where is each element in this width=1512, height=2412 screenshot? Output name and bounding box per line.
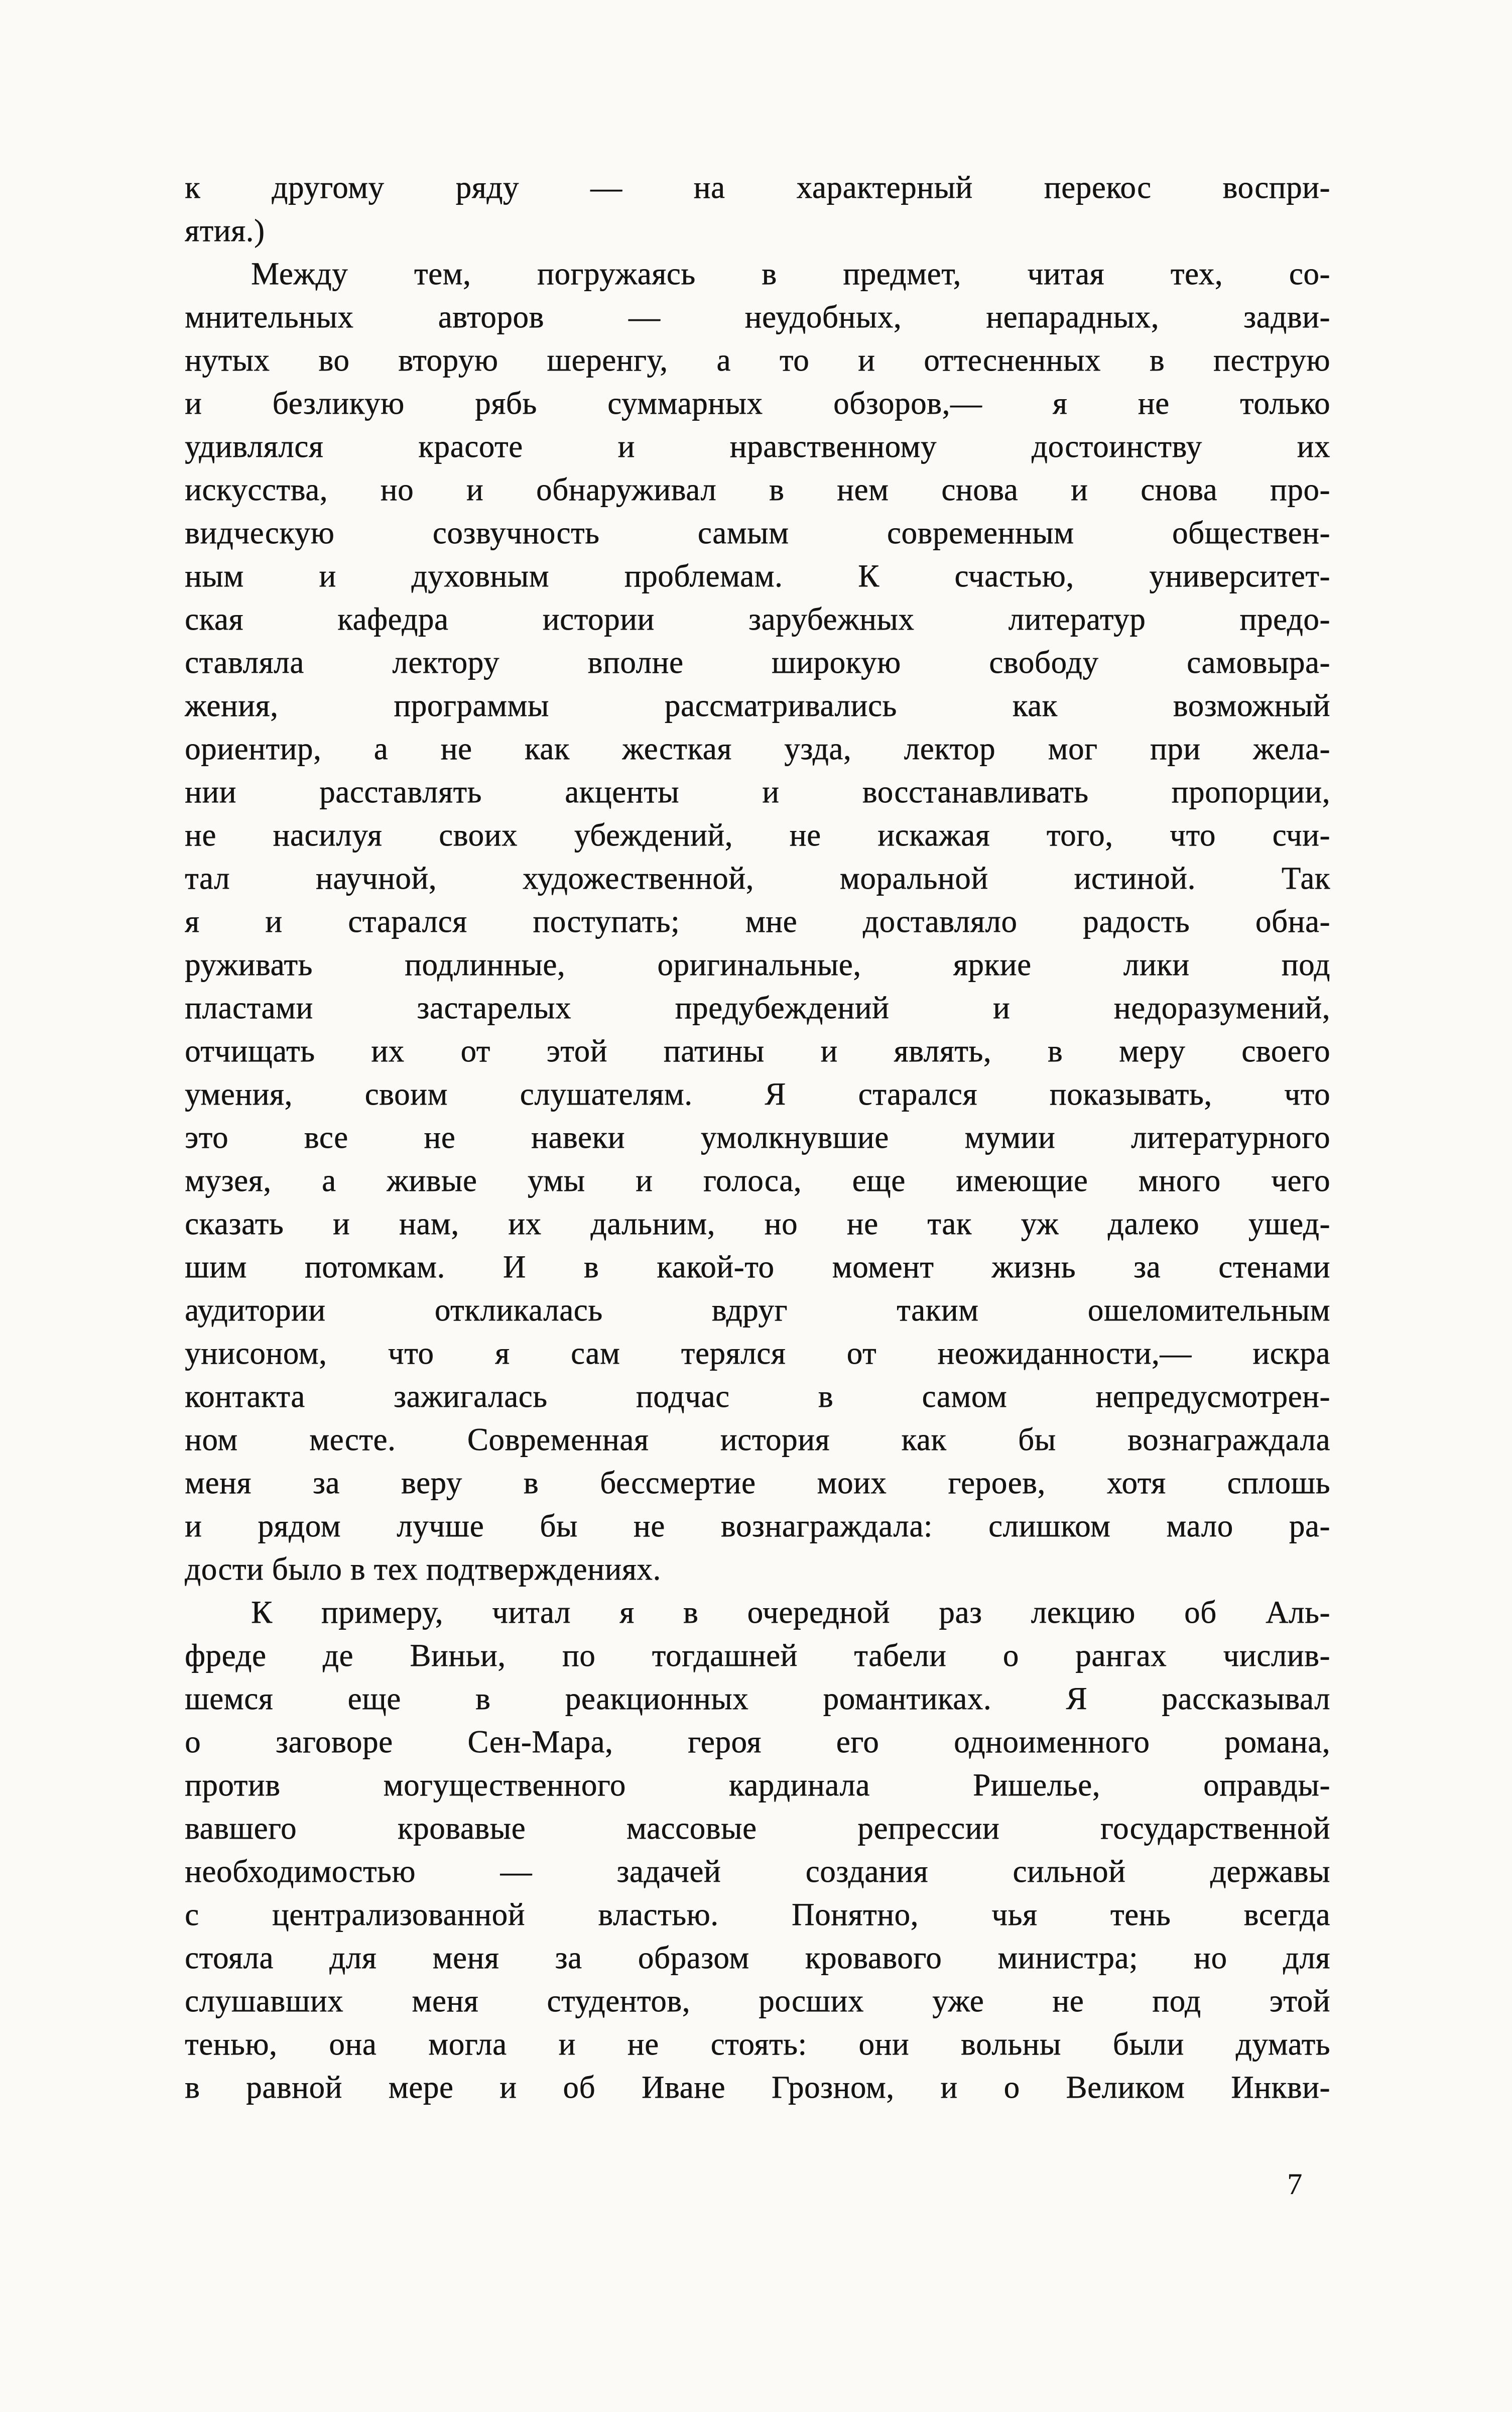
text-line: видческую созвучность самым современным обществен- bbox=[185, 515, 1330, 550]
text-line: ская кафедра истории зарубежных литератур предо- bbox=[185, 601, 1330, 637]
text-line: тал научной, художественной, моральной истиной. Так bbox=[185, 861, 1330, 896]
text-line: ном месте. Современная история как бы вознаграждала bbox=[185, 1422, 1330, 1457]
text-line: музея, а живые умы и голоса, еще имеющие много чего bbox=[185, 1163, 1330, 1198]
paragraph bbox=[185, 1591, 1330, 2109]
text-line: ятия.) bbox=[185, 213, 265, 248]
text-line: и безликую рябь суммарных обзоров,— я не только bbox=[185, 386, 1330, 421]
text-line: в равной мере и об Иване Грозном, и о Великом Инкви- bbox=[185, 2070, 1330, 2105]
text-line: унисоном, что я сам терялся от неожиданности,— искра bbox=[185, 1336, 1330, 1371]
text-line: искусства, но и обнаруживал в нем снова и снова про- bbox=[185, 472, 1330, 507]
text-line: необходимостью — задачей создания сильной державы bbox=[185, 1854, 1330, 1889]
text-line: меня за веру в бессмертие моих героев, хотя сплошь bbox=[185, 1465, 1330, 1500]
text-line: фреде де Виньи, по тогдашней табели о рангах числив- bbox=[185, 1638, 1330, 1673]
text-line: и рядом лучше бы не вознаграждала: слишком мало ра- bbox=[185, 1508, 1330, 1543]
text-line: контакта зажигалась подчас в самом непредусмотрен- bbox=[185, 1379, 1330, 1414]
text-block bbox=[185, 166, 1330, 2109]
text-line: умения, своим слушателям. Я старался показывать, что bbox=[185, 1076, 1330, 1112]
text-line: мнительных авторов — неудобных, непарадных, задви- bbox=[185, 299, 1330, 334]
text-line: нии расставлять акценты и восстанавливать пропорции, bbox=[185, 774, 1330, 809]
text-line: К примеру, читал я в очередной раз лекцию об Аль- bbox=[251, 1595, 1330, 1630]
paragraph bbox=[185, 252, 1330, 1591]
text-line: стояла для меня за образом кровавого министра; но для bbox=[185, 1940, 1330, 1975]
text-line: аудитории откликалась вдруг таким ошеломительным bbox=[185, 1292, 1330, 1328]
text-line: о заговоре Сен-Мара, героя его одноименного романа, bbox=[185, 1724, 1330, 1759]
text-line: ным и духовным проблемам. К счастью, университет- bbox=[185, 558, 1330, 593]
text-line: пластами застарелых предубеждений и недоразумений, bbox=[185, 990, 1330, 1025]
text-line: тенью, она могла и не стоять: они вольны были думать bbox=[185, 2026, 1330, 2062]
text-line: ориентир, а не как жесткая узда, лектор мог при жела- bbox=[185, 731, 1330, 766]
text-line: дости было в тех подтверждениях. bbox=[185, 1551, 661, 1587]
text-line: Между тем, погружаясь в предмет, читая тех, со- bbox=[251, 256, 1330, 291]
text-line: жения, программы рассматривались как возможный bbox=[185, 688, 1330, 723]
text-line: ставляла лектору вполне широкую свободу самовыра- bbox=[185, 645, 1330, 680]
page-number: 7 bbox=[1287, 2167, 1302, 2201]
text-line: удивлялся красоте и нравственному достоинству их bbox=[185, 429, 1330, 464]
text-line: вавшего кровавые массовые репрессии государственной bbox=[185, 1811, 1330, 1846]
text-line: к другому ряду — на характерный перекос воспри- bbox=[185, 170, 1330, 205]
text-line: с централизованной властью. Понятно, чья тень всегда bbox=[185, 1897, 1330, 1932]
text-line: не насилуя своих убеждений, не искажая того, что счи- bbox=[185, 817, 1330, 853]
paragraph bbox=[185, 166, 1330, 252]
text-line: руживать подлинные, оригинальные, яркие лики под bbox=[185, 947, 1330, 982]
text-line: я и старался поступать; мне доставляло радость обна- bbox=[185, 904, 1330, 939]
text-line: это все не навеки умолкнувшие мумии литературного bbox=[185, 1120, 1330, 1155]
text-line: шим потомкам. И в какой-то момент жизнь за стенами bbox=[185, 1249, 1330, 1284]
text-line: шемся еще в реакционных романтиках. Я рассказывал bbox=[185, 1681, 1330, 1716]
text-line: слушавших меня студентов, росших уже не под этой bbox=[185, 1983, 1330, 2018]
text-line: против могущественного кардинала Ришелье, оправды- bbox=[185, 1767, 1330, 1802]
text-line: нутых во вторую шеренгу, а то и оттесненных в пеструю bbox=[185, 342, 1330, 378]
text-line: отчищать их от этой патины и являть, в меру своего bbox=[185, 1033, 1330, 1068]
text-line: сказать и нам, их дальним, но не так уж далеко ушед- bbox=[185, 1206, 1330, 1241]
